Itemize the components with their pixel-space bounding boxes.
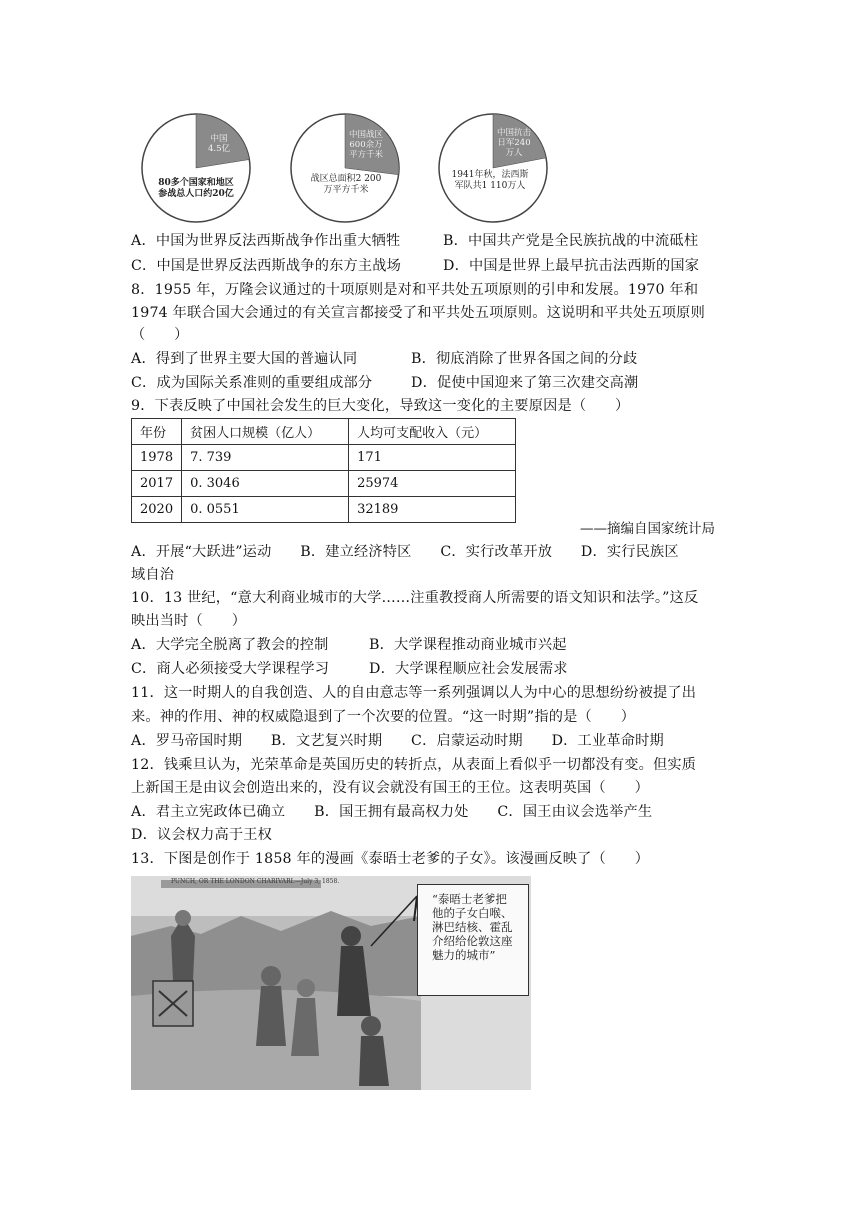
q11-stem-line2: 来。神的作用、神的权威隐退到了一个次要的位置。“这一时期”指的是（ ）	[131, 709, 636, 725]
table-cell: 1978	[132, 445, 182, 471]
q10-option-c: C．商人必须接受大学课程学习	[131, 661, 330, 677]
q9-options-wrap: 域自治	[131, 567, 175, 583]
q8-option-c: C．成为国际关系准则的重要组成部分	[131, 375, 373, 391]
table-cell: 2017	[132, 471, 182, 497]
q10-stem-line2: 映出当时（ ）	[131, 613, 247, 629]
table-cell: 25974	[349, 471, 516, 497]
pie-slice-label: 中国 4.5亿	[207, 134, 231, 154]
table-header-row	[132, 419, 516, 445]
pie-slice-label: 中国抗击 日军240 万人	[496, 128, 531, 158]
pie-chart-troops	[437, 112, 549, 224]
q10-option-b: B．大学课程推动商业城市兴起	[369, 637, 567, 653]
table-header-cell: 年份	[132, 419, 182, 445]
q11-stem-line1: 11．这一时期人的自我创造、人的自由意志等一系列强调以人为中心的思想纷纷被提了出	[131, 685, 697, 701]
table-cell: 0. 0551	[182, 497, 349, 523]
table-cell: 7. 739	[182, 445, 349, 471]
pie-body-label: 80多个国家和地区 参战总人口约20亿	[158, 178, 234, 199]
pie-slice-label: 中国战区 600余万 平方千米	[348, 130, 383, 160]
q10-stem-line1: 10．13 世纪，“意大利商业城市的大学……注重教授商人所需要的语文知识和法学。”这反	[131, 590, 699, 606]
q12-stem-line1: 12．钱乘旦认为，光荣革命是英国历史的转折点，从表面上看似乎一切都没有变。但实质	[131, 757, 697, 773]
table-cell: 171	[349, 445, 516, 471]
pie-body-label: 1941年秋，法西斯 军队共1 110万人	[451, 170, 529, 191]
q8-stem-line1: 8．1955 年，万隆会议通过的十项原则是对和平共处五项原则的引申和发展。1970 年和	[131, 282, 699, 298]
q9-options: A．开展“大跃进”运动 B．建立经济特区 C．实行改革开放 D．实行民族区	[131, 544, 679, 560]
q7-option-d: D．中国是世界上最早抗击法西斯的国家	[443, 258, 700, 274]
q12-options: A．君主立宪政体已确立 B．国王拥有最高权力处 C．国王由议会选举产生	[131, 804, 653, 820]
table-cell: 0. 3046	[182, 471, 349, 497]
table-row	[132, 497, 516, 523]
pie-chart-population	[140, 112, 252, 224]
q12-stem-line2: 上新国王是由议会创造出来的，没有议会就没有国王的王位。这表明英国（ ）	[131, 780, 649, 796]
table-header-cell: 人均可支配收入（元）	[349, 419, 516, 445]
q7-option-a: A．中国为世界反法西斯战争作出重大牺牲	[131, 233, 401, 249]
table-header-cell: 贫困人口规模（亿人）	[182, 419, 349, 445]
table-source: ——摘编自国家统计局	[580, 521, 715, 537]
cartoon-callout-text: “泰晤士老爹把他的子女白喉、淋巴结核、霍乱介绍给伦敦这座魅力的城市”	[432, 892, 513, 962]
q8-stem-line3: （ ）	[131, 327, 189, 343]
poverty-income-table	[131, 418, 516, 523]
q13-stem: 13．下图是创作于 1858 年的漫画《泰晤士老爹的子女》。该漫画反映了（ ）	[131, 851, 650, 867]
q8-option-a: A．得到了世界主要大国的普遍认同	[131, 351, 358, 367]
q11-options: A．罗马帝国时期 B．文艺复兴时期 C．启蒙运动时期 D．工业革命时期	[131, 733, 664, 749]
table-cell: 2020	[132, 497, 182, 523]
q10-option-d: D．大学课程顺应社会发展需求	[369, 661, 568, 677]
q9-stem: 9．下表反映了中国社会发生的巨大变化，导致这一变化的主要原因是（ ）	[131, 398, 630, 414]
q8-option-b: B．彻底消除了世界各国之间的分歧	[411, 351, 638, 367]
q7-option-b: B．中国共产党是全民族抗战的中流砥柱	[443, 233, 699, 249]
cartoon-header-text: PUNCH, OR THE LONDON CHARIVARI.—July 3, 1858.	[171, 878, 340, 885]
pie-body-label: 战区总面积2 200 万平方千米	[310, 174, 382, 195]
q8-stem-line2: 1974 年联合国大会通过的有关宣言都接受了和平共处五项原则。这说明和平共处五项原则	[131, 305, 705, 321]
table-cell: 32189	[349, 497, 516, 523]
table-row	[132, 471, 516, 497]
q8-option-d: D．促使中国迎来了第三次建交高潮	[411, 375, 639, 391]
q10-option-a: A．大学完全脱离了教会的控制	[131, 637, 329, 653]
q12-option-d: D．议会权力高于王权	[131, 827, 273, 843]
table-row	[132, 445, 516, 471]
pie-chart-area	[289, 112, 401, 224]
q7-option-c: C．中国是世界反法西斯战争的东方主战场	[131, 258, 402, 274]
